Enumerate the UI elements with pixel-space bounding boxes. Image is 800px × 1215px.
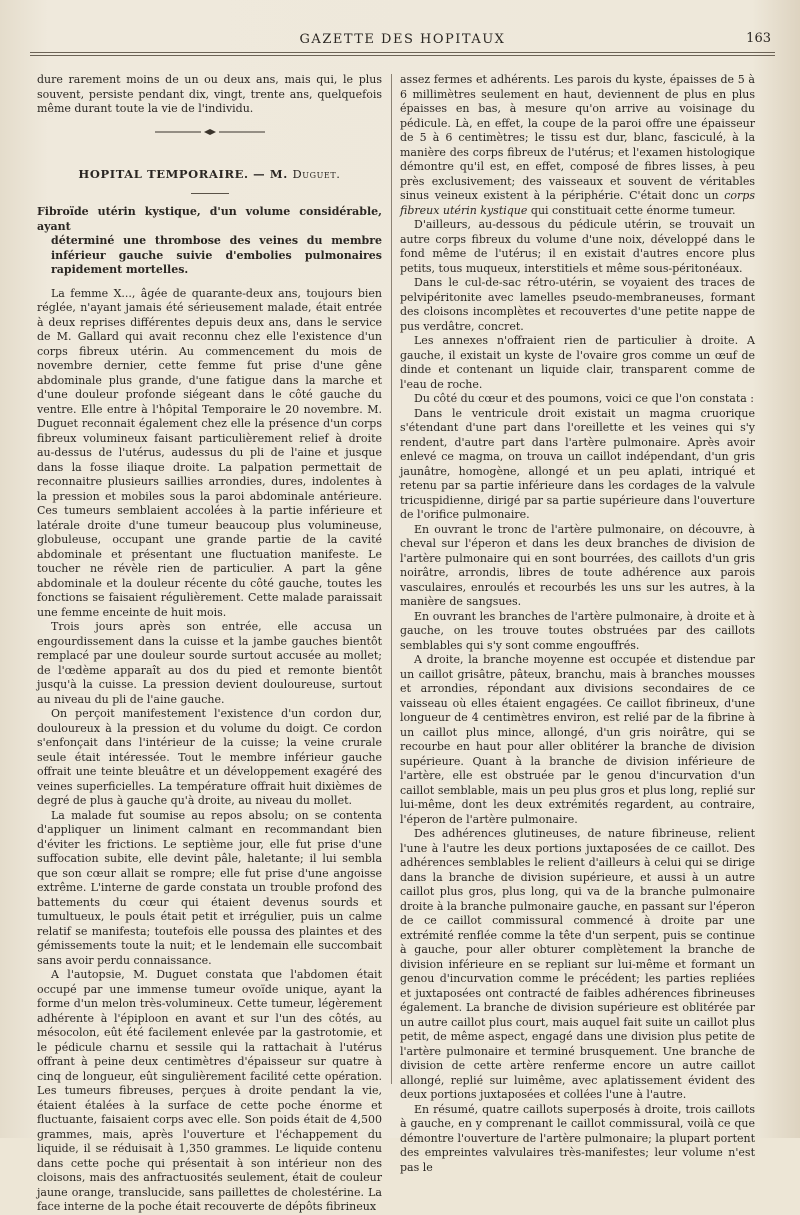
article-title-rest: déterminé une thrombose des veines du membre inférieur gauche suivie d'embolies pulmonaires rapidement mortelles. <box>51 234 382 276</box>
paragraph: A droite, la branche moyenne est occupée et distendue par un caillot grisâtre, pâteux, branchu, mais à branches mousses et arrondies, répondant aux divisions secondaires de ce vaisseau où elles étaient engagées. Ce caillot fibrineux, d'une longueur de 4 centimètres environ, est relié par de la fibrine à un caillot plus mince, allongé, d'un gris noirâtre, qui se recourbe en haut pour aller oblitérer la branche de division supérieure. Quant à la branche de division inférieure de l'artère, elle est obstruée par le genou d'incurvation d'un caillot semblable, mais un peu plus gros et plus long, replié sur lui-même, dont les deux extrémités regardent, au contraire, l'éperon de l'artère pulmonaire. <box>400 653 755 826</box>
paragraph: Dans le ventricule droit existait un magma cruorique s'étendant d'une part dans l'oreillette et les veines qui s'y rendent, d'autre part dans l'artère pulmonaire. Après avoir enlevé ce magma, on trouva un caillot indépendant, d'un gris jaunâtre, homogène, allongé et un peu aplati, intriqué et retenu par sa partie inférieure dans les cordages de la valvule tricuspidienne, dirigé par sa partie supérieure dans l'ouverture de l'orifice pulmonaire. <box>400 406 755 521</box>
paragraph: Les annexes n'offraient rien de particulier à droite. A gauche, il existait un kyste de l'ovaire gros comme un œuf de dinde et contenant un liquide clair, transparent comme de l'eau de roche. <box>400 334 755 391</box>
intro-paragraph: dure rarement moins de un ou deux ans, mais qui, le plus souvent, persiste pendant dix, vingt, trente ans, quelquefois même durant toute la vie de l'individu. <box>37 73 382 115</box>
heading-rule <box>191 193 229 194</box>
emphasis-text: corps fibreux utérin kystique <box>400 189 755 217</box>
paragraph: La femme X..., âgée de quarante-deux ans, toujours bien réglée, n'ayant jamais été sérieusement malade, était entrée à deux reprises différentes depuis deux ans, dans le service de M. Gallard qui avait reconnu chez elle l'existence d'un corps fibreux utérin. Au commencement du mois de novembre dernier, cette femme fut prise d'une gêne abdominale plus grande, d'une fatigue dans la marche et d'une douleur profonde siégeant dans le côté gauche du ventre. Elle entre à l'hôpital Temporaire le 20 novembre. M. Duguet reconnait également chez elle la présence d'un corps fibreux volumineux faisant particulièrement relief à droite au-dessus de l'utérus, audessus du pli de l'aine et jusque dans la fosse iliaque droite. La palpation permettait de reconnaitre plusieurs saillies arrondies, dures, indolentes à la pression et mobiles sous la paroi abdominale antérieure. Ces tumeurs semblaient accolées à la partie inférieure et latérale droite d'une tumeur beaucoup plus volumineuse, globuleuse, occupant une grande partie de la cavité abdominale et présentant une fluctuation manifeste. Le toucher ne révèle rien de particulier. A part la gêne abdominale et la douleur récente du côté gauche, toutes les fonctions se faisaient régulièrement. Cette malade paraissait une femme enceinte de huit mois. <box>37 286 382 619</box>
paragraph: D'ailleurs, au-dessous du pédicule utérin, se trouvait un autre corps fibreux du volume d'une noix, développé dans le fond même de l'utérus; il en existait d'autres encore plus petits, tous muqueux, interstitiels et même sous-péritonéaux. <box>400 218 755 275</box>
paragraph <box>400 73 755 218</box>
section-heading <box>37 167 382 182</box>
article-title <box>37 205 382 278</box>
page-number: 163 <box>746 31 771 46</box>
paragraph: Des adhérences glutineuses, de nature fibrineuse, relient l'une à l'autre les deux portions juxtaposées de ce caillot. Des adhérences semblables le relient d'ailleurs à celui qui se dirige dans la branche de division supérieure, et aussi à un autre caillot plus gros, plus long, qui va de la branche pulmonaire droite à la branche pulmonaire gauche, en passant sur l'éperon de ce caillot commissural commencé à droite par une extrémité renflée comme la tête d'un serpent, puis se continue à gauche, pour aller obturer complètement la branche de division inférieure en se repliant sur lui-même et formant un genou d'incurvation comme le précédent; les parties repliées et juxtaposées ont contracté de faibles adhérences fibrineuses également. La branche de division supérieure est oblitérée par un autre caillot plus court, mais auquel fait suite un caillot plus petit, de même aspect, engagé dans une division plus petite de l'artère pulmonaire et terminé brusquement. Une branche de division de cette artère renferme encore un autre caillot allongé, replié sur luimême, avec aplatissement évident des deux portions juxtaposées et collées l'une à l'autre. <box>400 827 755 1101</box>
right-column <box>400 73 755 1175</box>
paragraph: En ouvrant le tronc de l'artère pulmonaire, on découvre, à cheval sur l'éperon et dans les deux branches de division de l'artère pulmonaire qui en sont bourrées, des caillots d'un gris noirâtre, arrondis, libres de toute adhérence aux parois vasculaires, enroulés et recourbés les uns sur les autres, à la manière de sangsues. <box>400 522 755 608</box>
paragraph: Du côté du cœur et des poumons, voici ce que l'on constata : <box>414 392 755 405</box>
section-author: Duguet. <box>292 166 341 181</box>
paragraph-tail: qui constituait cette énorme tumeur. <box>530 203 736 217</box>
paragraph-text: assez fermes et adhérents. Les parois du kyste, épaisses de 5 à 6 millimètres seulement en haut, deviennent de plus en plus épaisses en bas, à mesure qu'on arrive au voisinage du pédicule. Là, en effet, la coupe de la paroi offre une épaisseur de 5 à 6 centimètres; le tissu est dur, blanc, fasciculé, à la manière des corps fibreux de l'utérus; et l'examen histologique démontre qu'il est, en effet, composé de fibres lisses, à peu près exclusivement; des vaisseaux et souvent de véritables sinus veineux existent à la périphérie. C'était donc un <box>400 73 755 202</box>
paragraph: Dans le cul-de-sac rétro-utérin, se voyaient des traces de pelvipéritonite avec lamelles pseudo-membraneuses, formant des cloisons incomplètes et recouvertes d'une petite nappe de pus verdâtre, concret. <box>400 276 755 333</box>
paragraph: Trois jours après son entrée, elle accusa un engourdissement dans la cuisse et la jambe gauches bientôt remplacé par une douleur sourde surtout accusée au mollet; de l'œdème apparaît au dos du pied et remonte bientôt jusqu'à la cuisse. La pression devient douloureuse, surtout au niveau du pli de l'aine gauche. <box>37 620 382 706</box>
paragraph: A l'autopsie, M. Duguet constata que l'abdomen était occupé par une immense tumeur ovoïde unique, ayant la forme d'un melon très-volumineux. Cette tumeur, légèrement adhérente à l'épiploon en avant et sur l'un des côtés, au mésocolon, eût été facilement enlevée par la gastrotomie, et le pédicule charnu et sessile qui la rattachait à l'utérus offrant à peine deux centimètres d'épaisseur sur quatre à cinq de longueur, eût singulièrement facilité cette opération. Les tumeurs fibreuses, perçues à droite pendant la vie, étaient étalées à la surface de cette poche énorme et fluctuante, faisaient corps avec elle. Son poids était de 4,500 grammes, mais, après l'ouverture et l'échappement du liquide, il se réduisait à 1,350 grammes. Le liquide contenu dans cette poche qui présentait à son intérieur non des cloisons, mais des anfractuosités seulement, était de couleur jaune orange, translucide, sans paillettes de cholestérine. La face interne de la poche était recouverte de dépôts fibrineux <box>37 968 382 1213</box>
paragraph: En ouvrant les branches de l'artère pulmonaire, à droite et à gauche, on les trouve toutes obstruées par des caillots semblables qui s'y sont comme engouffrés. <box>400 609 755 652</box>
column-divider <box>391 74 392 1084</box>
page-header <box>30 30 775 53</box>
paragraph: La malade fut soumise au repos absolu; on se contenta d'appliquer un liniment calmant en recommandant bien d'éviter les frictions. Le septième jour, elle fut prise d'une suffocation subite, elle devint pâle, haletante; il lui sembla que son cœur allait se rompre; elle fut prise d'une angoisse extrême. L'interne de garde constata un trouble profond des battements du cœur qui étaient devenus sourds et tumultueux, le pouls était petit et irrégulier, puis un calme relatif se manifesta; toutefois elle poussa des plaintes et des gémissements toute la nuit; et le lendemain elle succombait sans avoir perdu connaissance. <box>37 808 382 967</box>
article-title-line1: Fibroïde utérin kystique, d'un volume considérable, ayant <box>37 205 382 233</box>
journal-title: GAZETTE DES HOPITAUX <box>299 32 506 47</box>
left-column <box>37 73 382 1215</box>
section-title: HOPITAL TEMPORAIRE. — M. <box>78 166 288 181</box>
paragraph: On perçoit manifestement l'existence d'un cordon dur, douloureux à la pression et du volume du doigt. Ce cordon s'enfonçait dans l'intérieur de la cuisse; la veine crurale seule était intéressée. Tout le membre inférieur gauche offrait une teinte bleuâtre et un développement exagéré des veines superficielles. La température offrait huit dixièmes de degré de plus à gauche qu'à droite, au niveau du mollet. <box>37 707 382 807</box>
paragraph: En résumé, quatre caillots superposés à droite, trois caillots à gauche, en y comprenant le caillot commissural, voilà ce que démontre l'ouverture de l'artère pulmonaire; la plupart portent des empreintes valvulaires très-manifestes; leur volume n'est pas le <box>400 1102 755 1174</box>
ornament-divider <box>37 127 382 137</box>
